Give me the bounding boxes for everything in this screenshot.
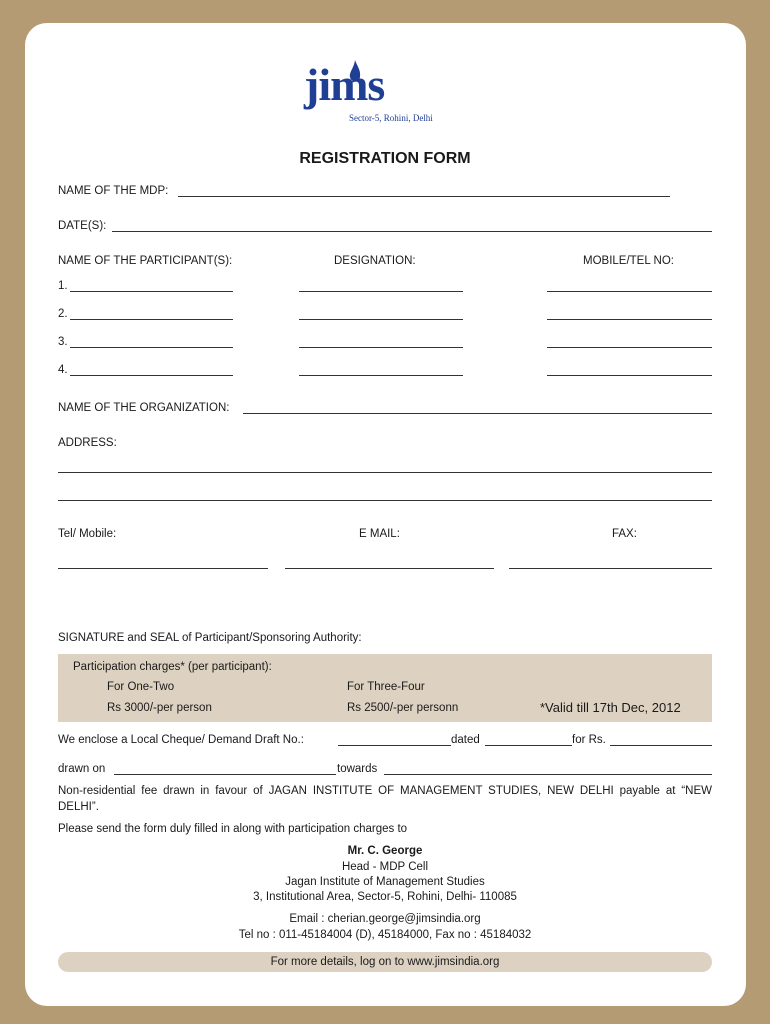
dates-field[interactable] (112, 231, 712, 232)
participant-name-field[interactable] (70, 375, 233, 376)
organization-field[interactable] (243, 413, 712, 414)
drawn-on-label: drawn on (58, 763, 106, 775)
address-label: ADDRESS: (58, 437, 117, 449)
mobile-field[interactable] (547, 375, 712, 376)
designation-header: DESIGNATION: (334, 255, 416, 267)
participant-name-field[interactable] (70, 319, 233, 320)
mdp-label: NAME OF THE MDP: (58, 185, 169, 197)
towards-label: towards (337, 763, 378, 775)
fax-field[interactable] (509, 568, 712, 569)
charges-col2-label: For Three-Four (347, 681, 425, 693)
please-send-text: Please send the form duly filled in along with participation charges to (58, 823, 408, 835)
charges-heading: Participation charges* (per participant): (73, 661, 272, 673)
charges-col1-value: Rs 3000/-per person (107, 702, 212, 714)
address-field[interactable] (58, 472, 712, 473)
address-field[interactable] (58, 500, 712, 501)
row-number: 3. (58, 336, 68, 348)
validity-note: *Valid till 17th Dec, 2012 (540, 700, 681, 715)
cheque-number-field[interactable] (338, 745, 451, 746)
form-page (25, 23, 746, 1006)
row-number: 2. (58, 308, 68, 320)
charges-col2-value: Rs 2500/-per personn (347, 702, 459, 714)
organization-label: NAME OF THE ORGANIZATION: (58, 402, 230, 414)
contact-address: 3, Institutional Area, Sector-5, Rohini, Delhi- 110085 (253, 891, 517, 903)
signature-label: SIGNATURE and SEAL of Participant/Sponsoring Authority: (58, 632, 362, 644)
form-title: REGISTRATION FORM (299, 150, 471, 167)
dated-field[interactable] (485, 745, 572, 746)
amount-field[interactable] (610, 745, 712, 746)
contact-name: Mr. C. George (347, 845, 423, 857)
footer-bar (58, 952, 712, 972)
contact-role: Head - MDP Cell (341, 861, 429, 873)
email-field[interactable] (285, 568, 494, 569)
contact-tel: Tel no : 011-45184004 (D), 45184000, Fax no : 45184032 (238, 929, 532, 941)
mobile-field[interactable] (547, 347, 712, 348)
drawn-on-field[interactable] (114, 774, 336, 775)
contact-email: Email : cherian.george@jimsindia.org (289, 913, 481, 925)
contact-institute: Jagan Institute of Management Studies (285, 876, 485, 888)
charges-col1-label: For One-Two (107, 681, 175, 693)
logo-wordmark: jims (304, 59, 385, 110)
participant-name-field[interactable] (70, 291, 233, 292)
logo-subtitle: Sector-5, Rohini, Delhi (349, 113, 433, 123)
participant-name-field[interactable] (70, 347, 233, 348)
tel-field[interactable] (58, 568, 268, 569)
row-number: 1. (58, 280, 68, 292)
row-number: 4. (58, 364, 68, 376)
nonresidential-note: Non-residential fee drawn in favour of JAGAN INSTITUTE OF MANAGEMENT STUDIES, NEW DELHI payable at “NEW DELHI”. (58, 785, 712, 813)
mdp-field[interactable] (178, 196, 670, 197)
mobile-field[interactable] (547, 319, 712, 320)
dates-label: DATE(S): (58, 220, 107, 232)
for-rs-label: for Rs. (572, 734, 606, 746)
footer-text: For more details, log on to www.jimsindia.org (270, 956, 500, 968)
designation-field[interactable] (299, 375, 463, 376)
dated-label: dated (451, 734, 480, 746)
mobile-header: MOBILE/TEL NO: (583, 255, 674, 267)
towards-field[interactable] (384, 774, 712, 775)
designation-field[interactable] (299, 291, 463, 292)
fax-label: FAX: (612, 528, 637, 540)
designation-field[interactable] (299, 347, 463, 348)
designation-field[interactable] (299, 319, 463, 320)
participant-header: NAME OF THE PARTICIPANT(S): (58, 255, 233, 267)
enclose-text: We enclose a Local Cheque/ Demand Draft No.: (58, 734, 304, 746)
tel-label: Tel/ Mobile: (58, 528, 117, 540)
mobile-field[interactable] (547, 291, 712, 292)
email-label: E MAIL: (359, 528, 400, 540)
